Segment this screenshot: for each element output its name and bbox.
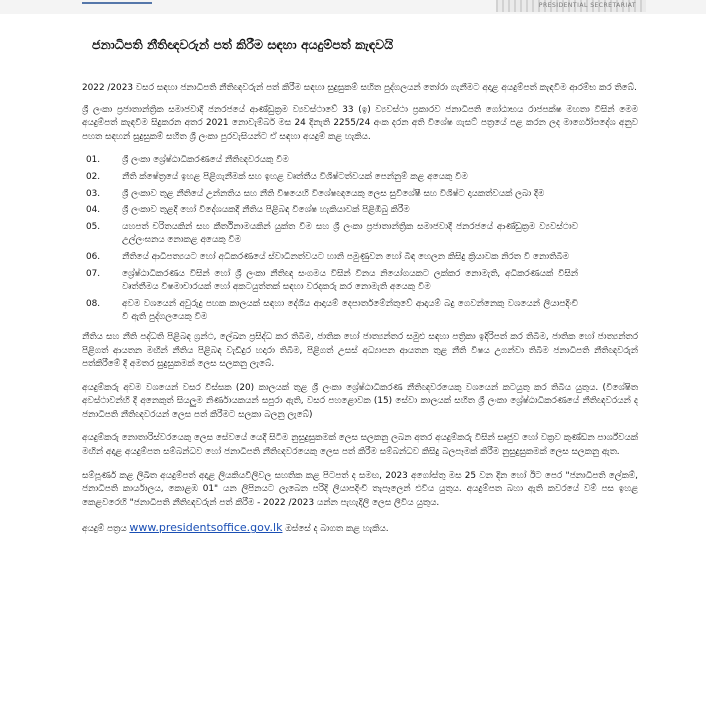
- criteria-item: 08. අවම වශයෙන් අවුරුදු පහක කාලයක් සඳහා දේශීය ආදායම් දෙපාර්තමේන්තුවේ ආදායම් බදු ගෙවන්නෙකු වශයෙන් ලියාපදිංචි වී ඇති පුද්ගලයෙකු වීම: [86, 298, 578, 323]
- criteria-item: 07. ශ්‍රේෂ්ඨාධිකරණය විසින් හෝ ශ්‍රී ලංකා නීතිඥ සංගමය විසින් විනය නියෝගයකට ලක්කර නොමැති, අධිකරණයක් විසින් වෘත්තීමය විෂමාචාරයක් හෝ අකටයුත්තක් සඳහා වරදකරු කර නොමැති අයෙකු වීම: [86, 268, 578, 293]
- office-name: PRESIDENTIAL SECRETARIAT: [538, 2, 636, 9]
- download-note: [82, 520, 638, 537]
- paragraph-disqualifications: අයදුම්කරු නොතාරිස්වරයෙකු ලෙස සේවයේ යෙදී සිටීම නුසුදුසුකමක් ලෙස සලකනු ලබන අතර අයදුම්කරු විසින් සෘජුව හෝ වක්‍රව කුණ්ඩන පාර්ශ්වයක් මඟින් අදාළ අයදුම්පත සම්බන්ධව හෝ ජනාධිපති නීතිඥවරයෙකු ලෙස පත් කිරීම සම්බන්ධව කිසිදු බලපෑමක් කිරීම නුසුදුසුකමක් ලෙස සලකනු ඇත.: [82, 433, 638, 458]
- criteria-item: 06. නීතියේ ආධිපත්‍යයට හෝ අධිකරණයේ ස්වාධීනත්වයට හානි පමුණුවන හෝ බිඳ හෙලන කිසිදු ක්‍රියාවක නිරත වී නොතිබීම: [86, 251, 570, 262]
- paragraph-additional-qualifications: නීතිය සහ නීති පද්ධති පිළිබඳ ග්‍රන්ථ, ලේඛන ප්‍රසිද්ධ කර තිබීම, ජාතික හෝ ජාත්‍යන්තර සමුළු සඳහා පත්‍රිකා ඉදිරිපත් කර තිබීම, ජාතික හෝ ජාත්‍යන්තර පිළිගත් ආයතන මඟින් නීතිය පිළිබඳ වැඩිදුර හදාරා තිබීම, පිළිගත් උසස් අධ්‍යාපන ආයතන තුළ නීති විෂය උගන්වා තිබීම ජනාධිපති නීතිඥවරුන් පත්කිරීමේ දී අමතර සුදුසුකමක් ලෙස සලකනු ලැබේ.: [82, 331, 638, 370]
- criteria-item: 04. ශ්‍රී ලංකාව තුළදී හෝ විදේශයකදී නීතිය පිළිබඳ විශේෂ හැකියාවක් පිළිඹිබු කිරීම: [86, 205, 410, 216]
- letterhead-strip: [0, 0, 706, 14]
- website-link[interactable]: www.presidentsoffice.gov.lk: [129, 521, 283, 535]
- criteria-item: 02. නීති ක්ෂේත්‍රයේ ඉහළ පිළිගැනීමක් සහ ඉහළ වෘත්තීය විශිෂ්ටත්වයක් පෙන්නුම් කළ අයෙකු වීම: [86, 171, 468, 182]
- paragraph-submission: සම්පූර්ණ කළ ලිඛිත අයදුම්පත් අදාළ ලියකියවිලිවල සහතික කළ පිටපත් ද සමඟ, 2023 අගෝස්තු මස 25 වන දින හෝ ඊට පෙර "ජනාධිපති ලේකම්, ජනාධිපති කාර්යාලය, කොළඹ 01" යන ලිපිනයට ලැබෙන පරිදි ලියාපදිංචි තැපෑලෙන් එවිය යුතුය. අයදුම්පත බහා ඇති කවරයේ වම් පස ඉහළ කෙළවරෙහි "ජනාධිපති නීතිඥවරුන් පත් කිරීම - 2022 /2023 යන්න පැහැදිලි ලෙස ලිවිය යුතුය.: [82, 470, 638, 508]
- paragraph-authority: ශ්‍රී ලංකා ප්‍රජාතාන්ත්‍රික සමාජවාදී ජනරජයේ ආණ්ඩුක්‍රම ව්‍යවස්ථාවේ 33 (ඉ) ව්‍යවස්ථා ප්‍රකාරව ජනාධිපති ගෝඨාභය රාජපක්ෂ මහතා විසින් මෙම අයදුම්පත් කැඳවීම සිදුකරන අතර 2021 නොවැම්බර් මස 24 දිනැති 2255/24 අංක දරන අති විශේෂ ගැසට් පත්‍රයේ පළ කරන ලද මාර්ගෝපදේශ අනුව පහත සඳහන් සුදුසුකම් සහිත ශ්‍රී ලංකා පුරවැසියන්ට ඒ සඳහා අයදුම් කළ හැකිය.: [82, 104, 638, 142]
- criteria-item: 05. යහපත් චරිතයකින් සහ කීර්තිනාමයකින් යුක්ත වීම සහ ශ්‍රී ලංකා ප්‍රජාතාන්ත්‍රික සමාජවාදී ජනරජයේ ආණ්ඩුක්‍රම ව්‍යවස්ථාව උල්ලංඝනය නොකළ අයෙකු වීම: [86, 221, 578, 246]
- criteria-item: 03. ශ්‍රී ලංකාව තුළ නීතියේ උන්නතිය සහ නීති විෂයෙහි විශේෂඥයෙකු ලෙස සුවිශේෂී සහ විශිෂ්ට දායකත්වයක් ලබා දීම: [86, 188, 545, 199]
- press-release-document: [82, 22, 638, 537]
- paragraph-intro: 2022 /2023 වසර සඳහා ජනාධිපති නීතිඥවරුන් පත් කිරීම සඳහා සුදුසුකම් සහිත පුද්ගලයන් තෝරා ගැනීමට අදාළ අයදුම්පත් කැඳවීම ආරම්භ කර තිබේ.: [82, 83, 637, 93]
- download-suffix: ඔස්සේ ද බාගත කළ හැකිය.: [285, 524, 389, 535]
- header-rule: [82, 2, 152, 4]
- criteria-list: [82, 154, 638, 325]
- download-prefix: අයදුම් පත්‍රය: [82, 524, 127, 535]
- criteria-item: 01. ශ්‍රී ලංකා ශ්‍රේෂ්ඨාධිකරණයේ නීතිඥවරයකු වීම: [86, 155, 289, 166]
- page-title: ජනාධිපති නීතිඥවරුන් පත් කිරීම සඳහා අයදුම්පත් කැඳවයි: [92, 37, 394, 52]
- paragraph-experience-requirement: අයදුම්කරු අවම වශයෙන් වසර විස්සක (20) කාලයක් තුළ ශ්‍රී ලංකා ශ්‍රේෂ්ඨාධිකරණ නීතිඥවරයෙකු වශයෙන් කටයුතු කර තිබිය යුතුය. (විශේෂිත අවස්ථාවන්හි දී අනෙකුත් සියලුම නිර්ණායකයන් සපුරා ඇති, වසර පහළොවක (15) සේවා කාලයක් සහිත ශ්‍රී ලංකා ශ්‍රේෂ්ඨාධිකරණයේ නීතිඥවරයන් ද ජනාධිපති නීතිඥවරයන් ලෙස පත් කිරීමට සලකා බලනු ලැබේ): [82, 382, 638, 420]
